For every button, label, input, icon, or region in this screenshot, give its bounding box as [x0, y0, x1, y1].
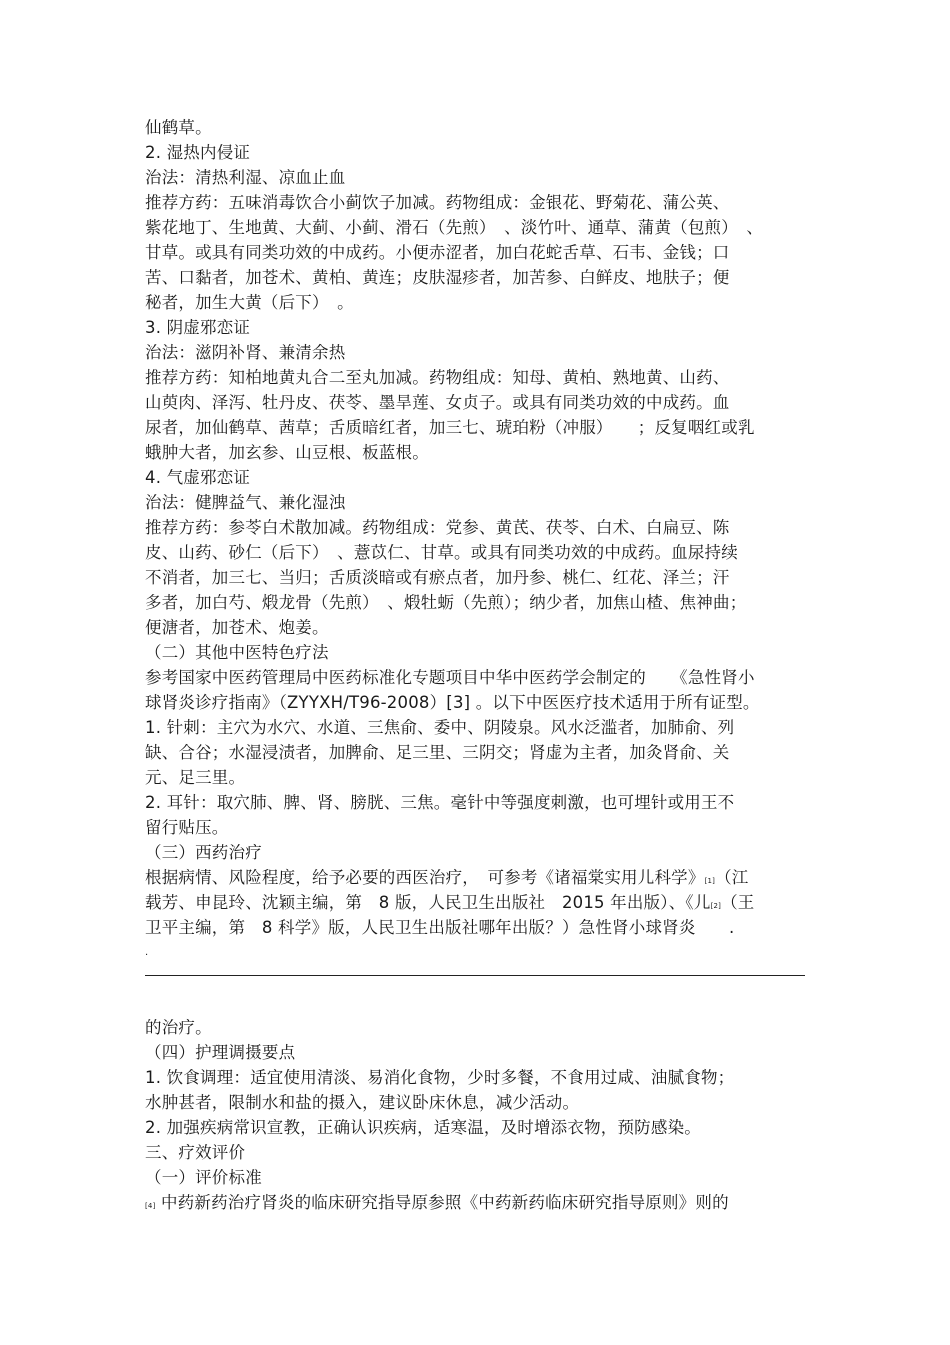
dot-mark: . — [728, 918, 735, 937]
text-line: 1. 饮食调理：适宜使用清淡、易消化食物，少时多餐，不食用过咸、油腻食物； — [145, 1068, 735, 1087]
text-line: 缺、合谷；水湿浸渍者，加脾俞、足三里、三阴交；肾虚为主者，加灸肾俞、关 — [145, 743, 730, 762]
text-line: 1. 针刺：主穴为水穴、水道、三焦俞、委中、阴陵泉。风水泛滥者，加肺俞、列 — [145, 718, 735, 737]
text-line: 推荐方药：知柏地黄丸合二至丸加减。药物组成：知母、黄柏、熟地黄、山药、 — [145, 368, 730, 387]
text-line: 秘者，加生大黄（后下） 。 — [145, 293, 354, 312]
text-line: 的治疗。 — [145, 1018, 212, 1037]
text-line: 2. 耳针：取穴肺、脾、肾、膀胱、三焦。毫针中等强度刺激，也可埋针或用王不 — [145, 793, 735, 812]
text-line: 蛾肿大者，加玄参、山豆根、板蓝根。 — [145, 443, 429, 462]
text-line — [145, 918, 734, 938]
text-line: 参考国家中医药管理局中医药标准化专题项目中华中医药学会制定的 《急性肾小 — [145, 668, 755, 687]
section-heading: （二）其他中医特色疗法 — [145, 643, 329, 662]
section-heading: 3. 阴虚邪恋证 — [145, 318, 251, 337]
text-line: 甘草。或具有同类功效的中成药。小便赤涩者，加白花蛇舌草、石韦、金钱；口 — [145, 243, 730, 262]
text-line: 紫花地丁、生地黄、大蓟、小蓟、滑石（先煎） 、淡竹叶、通草、蒲黄（包煎） 、 — [145, 218, 764, 237]
text-line: 便溏者，加苍术、炮姜。 — [145, 618, 329, 637]
text-line: 推荐方药：参苓白术散加减。药物组成：党参、黄芪、茯苓、白术、白扁豆、陈 — [145, 518, 730, 537]
text-line: 球肾炎诊疗指南》（ZYYXH/T96-2008）[3] 。以下中医医疗技术适用于所有证型。 — [145, 693, 760, 712]
text-fragment: 卫平主编，第 8 科学》版，人民卫生出版社哪年出版？）急性肾小球肾炎 — [145, 918, 696, 937]
text-line: 治法：清热利湿、凉血止血 — [145, 168, 346, 187]
text-line: 山萸肉、泽泻、牡丹皮、茯苓、墨旱莲、女贞子。或具有同类功效的中成药。血 — [145, 393, 730, 412]
text-line: 推荐方药：五味消毒饮合小蓟饮子加减。药物组成：金银花、野菊花、蒲公英、 — [145, 193, 730, 212]
citation-ref: [2] — [710, 902, 722, 910]
text-fragment: 中药新药治疗肾炎的临床研究指导原参照《中药新药临床研究指导原则》则的 — [160, 1193, 729, 1212]
text-line: 仙鹤草。 — [145, 118, 212, 137]
text-line: 治法：健脾益气、兼化湿浊 — [145, 493, 346, 512]
section-heading: （四）护理调摄要点 — [145, 1043, 296, 1062]
text-fragment: 根据病情、风险程度，给予必要的西医治疗， 可参考《诸福棠实用儿科学》 — [145, 868, 705, 887]
text-line — [145, 1193, 729, 1216]
section-heading: （三）西药治疗 — [145, 843, 262, 862]
text-line: 不消者，加三七、当归；舌质淡暗或有瘀点者，加丹参、桃仁、红花、泽兰；汗 — [145, 568, 730, 587]
text-fragment: （江 — [715, 868, 749, 887]
citation-ref: [1] — [704, 877, 716, 885]
section-heading: 2. 湿热内侵证 — [145, 143, 251, 162]
text-fragment: 载芳、申昆玲、沈颖主编，第 8 版，人民卫生出版社 2015 年出版）、《儿 — [145, 893, 711, 912]
text-line: 苦、口黏者，加苍术、黄柏、黄连；皮肤湿疹者，加苦参、白鲜皮、地肤子；便 — [145, 268, 730, 287]
text-line: 多者，加白芍、煅龙骨（先煎） 、煅牡蛎（先煎）；纳少者，加焦山楂、焦神曲； — [145, 593, 747, 612]
dot-mark: . — [145, 947, 149, 958]
text-line: 水肿甚者，限制水和盐的摄入，建议卧床休息，减少活动。 — [145, 1093, 580, 1112]
text-fragment: （王 — [721, 893, 755, 912]
text-line: 皮、山药、砂仁（后下） 、薏苡仁、甘草。或具有同类功效的中成药。血尿持续 — [145, 543, 738, 562]
text-line: 留行贴压。 — [145, 818, 229, 837]
text-line — [145, 893, 755, 916]
text-line: 治法：滋阴补肾、兼清余热 — [145, 343, 346, 362]
text-line: 2. 加强疾病常识宣教，正确认识疾病，适寒温，及时增添衣物，预防感染。 — [145, 1118, 701, 1137]
text-line: 尿者，加仙鹤草、茜草；舌质暗红者，加三七、琥珀粉（冲服） ；反复咽红或乳 — [145, 418, 755, 437]
page-divider — [145, 975, 805, 976]
text-line — [145, 868, 748, 891]
section-heading: （一）评价标准 — [145, 1168, 262, 1187]
citation-ref: [4] — [145, 1202, 156, 1210]
section-heading: 4. 气虚邪恋证 — [145, 468, 251, 487]
section-heading: 三、疗效评价 — [145, 1143, 246, 1162]
text-line: 元、足三里。 — [145, 768, 246, 787]
